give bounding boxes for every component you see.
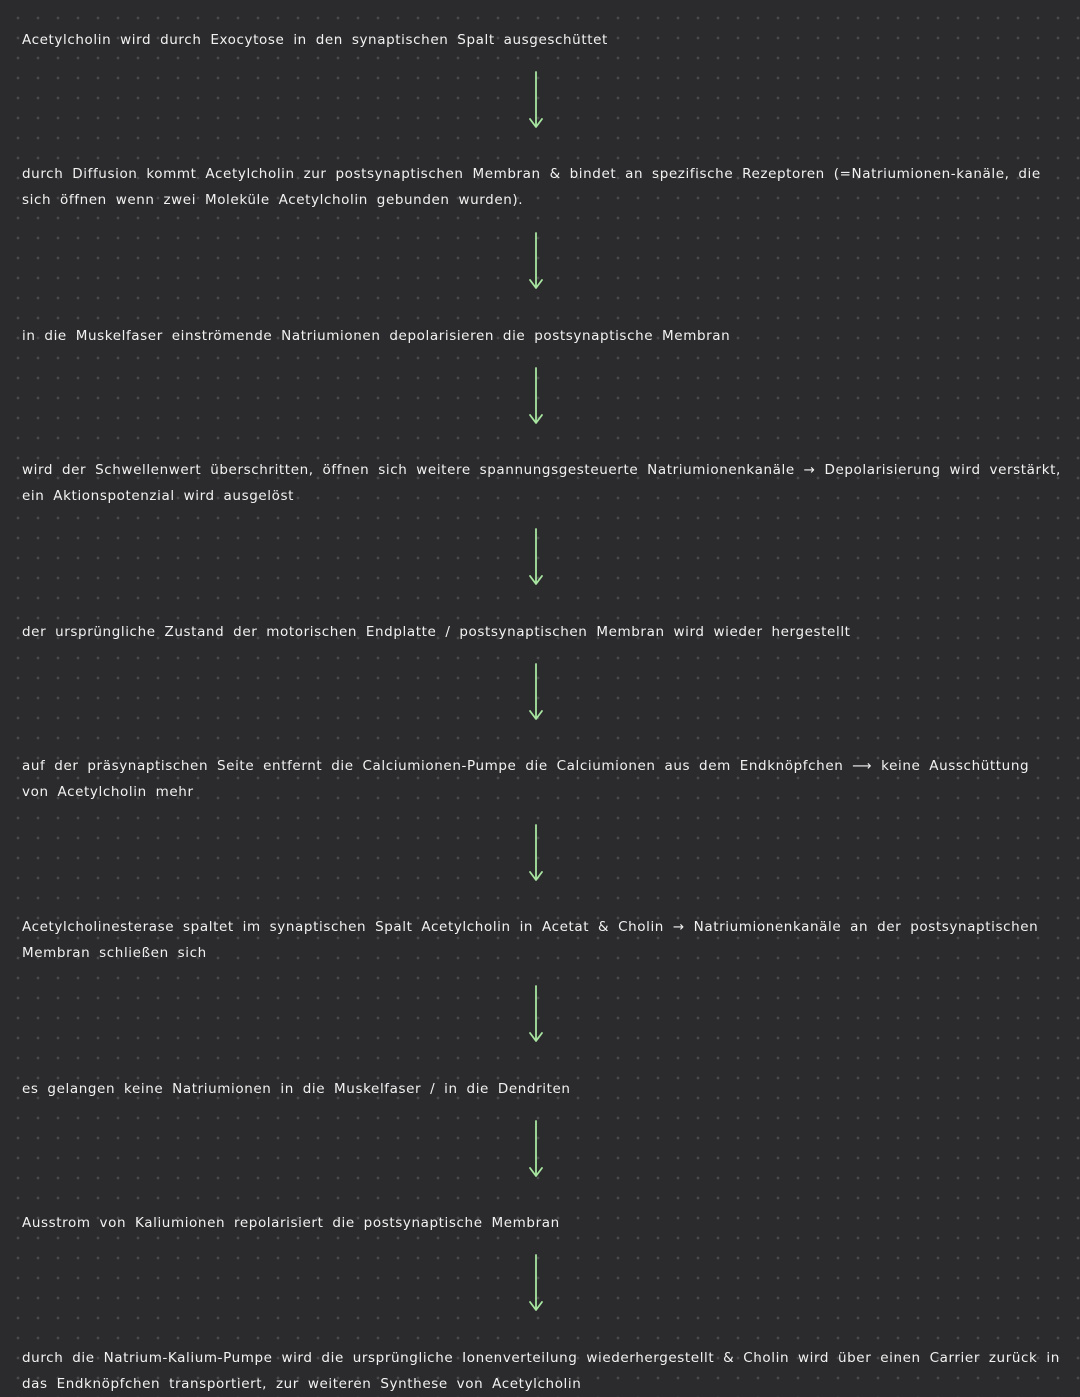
- step-7-acetylcholinesterase: Acetylcholinesterase spaltet im synaptischen Spalt Acetylcholin in Acetat & Cholin → Natriumionenkanäle an der postsynaptischen Membran schließen sich: [22, 919, 1039, 961]
- down-arrow-icon: [527, 662, 545, 722]
- down-arrow-icon: [527, 70, 545, 130]
- down-arrow-icon: [527, 527, 545, 587]
- step-3-depolarization: in die Muskelfaser einströmende Natriumionen depolarisieren die postsynaptische Membran: [22, 328, 731, 344]
- step-2-diffusion-binding: durch Diffusion kommt Acetylcholin zur postsynaptischen Membran & bindet an spezifische Rezeptoren (=Natriumionen-kanäle, die sich öffnen wenn zwei Moleküle Acetylcholin gebunden wurden).: [22, 166, 1041, 208]
- step-6-calcium-pump: auf der präsynaptischen Seite entfernt die Calciumionen-Pumpe die Calciumionen aus dem Endknöpfchen ⟶ keine Ausschüttung von Acetylcholin mehr: [22, 758, 1030, 800]
- down-arrow-icon: [527, 984, 545, 1044]
- step-5-restoration: der ursprüngliche Zustand der motorischen Endplatte / postsynaptischen Membran wird wieder hergestellt: [22, 624, 851, 640]
- step-9-repolarization: Ausstrom von Kaliumionen repolarisiert die postsynaptische Membran: [22, 1215, 560, 1231]
- down-arrow-icon: [527, 231, 545, 291]
- down-arrow-icon: [527, 1119, 545, 1179]
- step-1-acetylcholine-release: Acetylcholin wird durch Exocytose in den synaptischen Spalt ausgeschüttet: [22, 32, 608, 48]
- step-10-sodium-potassium-pump: durch die Natrium-Kalium-Pumpe wird die ursprüngliche Ionenverteilung wiederhergestellt & Cholin wird über einen Carrier zurück in das Endknöpfchen transportiert, zur weiteren Synthese von Acetylcholin: [22, 1350, 1060, 1392]
- down-arrow-icon: [527, 366, 545, 426]
- down-arrow-icon: [527, 1253, 545, 1313]
- step-8-no-sodium-influx: es gelangen keine Natriumionen in die Muskelfaser / in die Dendriten: [22, 1081, 571, 1097]
- down-arrow-icon: [527, 823, 545, 883]
- step-4-action-potential: wird der Schwellenwert überschritten, öffnen sich weitere spannungsgesteuerte Natriumionenkanäle → Depolarisierung wird verstärkt, ein Aktionspotenzial wird ausgelöst: [22, 462, 1061, 504]
